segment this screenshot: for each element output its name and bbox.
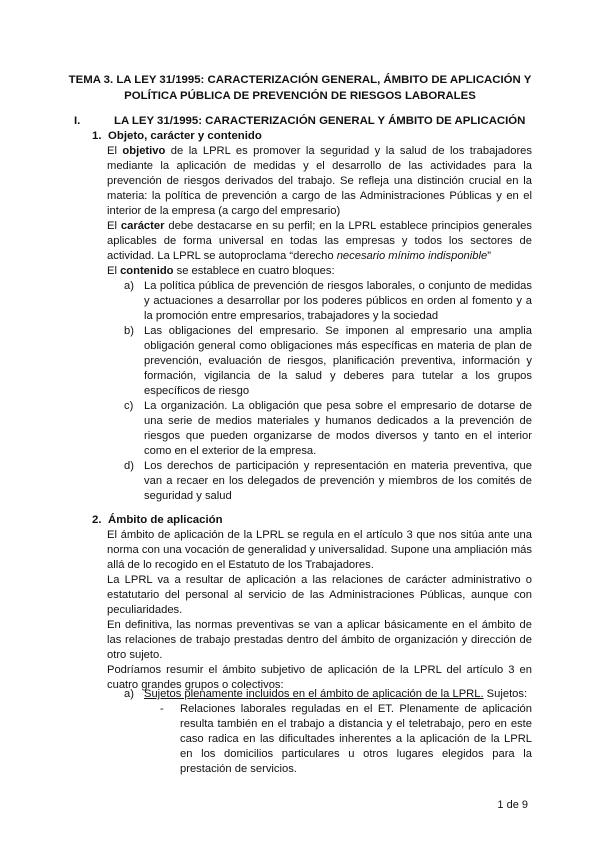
list-item-text: Los derechos de participación y representación en materia preventiva, que van a recaer en los delegados de prevención y miembros de los comités de seguridad y salud (144, 460, 532, 502)
list-item-text: Sujetos: (483, 688, 528, 700)
section-title: LA LEY 31/1995: CARACTERIZACIÓN GENERAL Y ÁMBITO DE APLICACIÓN (114, 115, 526, 127)
list-item (124, 324, 532, 399)
dash-item (160, 702, 532, 777)
ambito-list (124, 687, 532, 702)
list-marker: a) (124, 280, 134, 292)
caracter-term: carácter (120, 220, 165, 232)
list-item-text: Las obligaciones del empresario. Se imponen al empresario una amplia obligación general como obligaciones más específicas en materia de plan de prevención, evaluación de riesgos, planificación preventiva, información y formación, vigilancia de la salud y deberes para tutelar a los grupos específicos de riesgo (144, 325, 532, 397)
caracter-paragraph: El carácter debe destacarse en su perfil; en la LPRL establece principios generales aplicables de forma universal en todas las empresas y todos los sectores de actividad. La LPRL se autoproclama “derecho necesario mínimo indisponible” (107, 220, 532, 262)
list-item (124, 399, 532, 459)
caracter-italic: necesario mínimo indisponible (336, 250, 488, 262)
list-item (124, 279, 532, 324)
list-item-text: La organización. La obligación que pesa sobre el empresario de dotarse de una serie de medios materiales y humanos dedicados a la prevención de riesgos que pueden organizarse de modos diversos y tanto en el interior como en el exterior de la empresa. (144, 400, 532, 457)
contenido-list (124, 279, 532, 504)
objetivo-term: objetivo (122, 145, 166, 157)
list-item (124, 459, 532, 504)
objetivo-paragraph: El objetivo de la LPRL es promover la seguridad y la salud de los trabajadores mediante la aplicación de medidas y el desarrollo de las actividades para la prevención de riesgos derivados del trabajo. Se refleja una distinción crucial en la materia: la política de prevención a cargo de las Administraciones Públicas y en el interior de la empresa (a cargo del empresario) (107, 145, 532, 217)
ambito-paragraph-4: Podríamos resumir el ámbito subjetivo de aplicación de la LPRL del artículo 3 en cuatro grandes grupos o colectivos: (107, 664, 532, 691)
subsection-2-number: 2. (92, 514, 102, 526)
list-marker: b) (124, 325, 134, 337)
ambito-paragraph-2: La LPRL va a resultar de aplicación a las relaciones de carácter administrativo o estatutario del personal al servicio de las Administraciones Públicas, aunque con peculiaridades. (107, 574, 532, 616)
list-item-underlined: Sujetos plenamente incluidos en el ámbito de aplicación de la LPRL. (144, 688, 484, 700)
subsection-1-body (107, 144, 532, 279)
contenido-paragraph: El contenido se establece en cuatro bloques: (107, 265, 335, 277)
ambito-paragraph-3: En definitiva, las normas preventivas se van a aplicar básicamente en el ámbito de las relaciones de trabajo prestadas dentro del ámbito de organización y dirección de otro sujeto. (107, 619, 532, 661)
document-title: TEMA 3. LA LEY 31/1995: CARACTERIZACIÓN GENERAL, ÁMBITO DE APLICACIÓN Y POLÍTICA PÚBLICA DE PREVENCIÓN DE RIESGOS LABORALES (68, 74, 532, 102)
dash-item-text: Relaciones laborales reguladas en el ET. Plenamente de aplicación resulta también en el trabajo a distancia y el teletrabajo, pero en este caso radica en las dificultades inherentes a la aplicación de la LPRL en los domicilios particulares u otros lugares elegidos para la prestación de servicios. (180, 703, 532, 775)
list-marker: a) (124, 688, 134, 700)
list-marker: c) (124, 400, 134, 412)
subsection-1-title: Objeto, carácter y contenido (108, 130, 262, 142)
dash-marker: - (160, 703, 164, 715)
contenido-term: contenido (120, 265, 174, 277)
subsection-2-title: Ámbito de aplicación (108, 514, 223, 526)
subsection-1-heading (92, 129, 262, 144)
page-number: 1 de 9 (497, 799, 528, 811)
subsection-2-heading (92, 513, 223, 528)
section-heading (74, 114, 534, 129)
list-item (124, 687, 532, 702)
ambito-paragraph-1: El ámbito de aplicación de la LPRL se regula en el artículo 3 que nos sitúa ante una norma con una vocación de generalidad y universalidad. Supone una ampliación más allá de lo recogido en el Estatuto de los Trabajadores. (107, 529, 532, 571)
list-item-text: La política pública de prevención de riesgos laborales, o conjunto de medidas y actuaciones a desarrollar por los poderes públicos en orden al fomento y a la promoción entre empresarios, trabajadores y la sociedad (144, 280, 532, 322)
list-marker: d) (124, 460, 134, 472)
subsection-2-body (107, 528, 532, 693)
subsection-1-number: 1. (92, 130, 102, 142)
section-number: I. (74, 115, 81, 127)
